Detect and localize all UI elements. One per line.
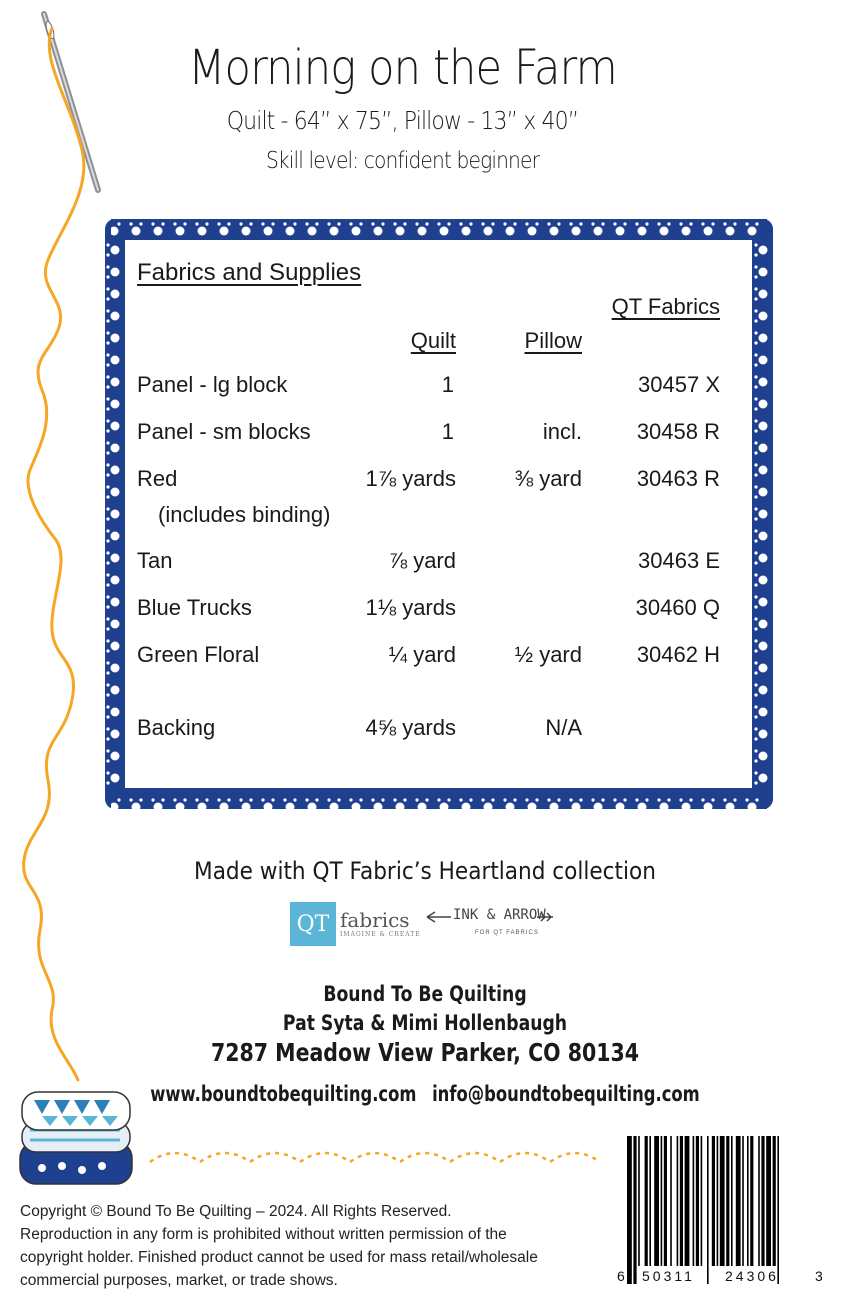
barcode-bar	[742, 1136, 744, 1266]
col-header-quilt: Quilt	[410, 328, 456, 353]
fabric-name: Green Floral	[137, 642, 260, 667]
fabric-quilt-qty: ¼ yard	[388, 642, 456, 667]
ink-arrow-sub: FOR QT FABRICS	[475, 930, 539, 936]
barcode-bar	[720, 1136, 725, 1266]
barcode-bar	[747, 1136, 749, 1266]
fabric-pillow-qty: ⅜ yard	[514, 466, 582, 491]
barcode-digits-right: 24306	[725, 1268, 779, 1284]
fabric-name: Backing	[137, 715, 216, 740]
copyright-line: Reproduction in any form is prohibited without written permission of the	[20, 1226, 507, 1243]
fabric-quilt-qty: 4⅝ yards	[365, 715, 456, 740]
fabric-quilt-qty: 1	[441, 372, 454, 397]
barcode-bar	[649, 1136, 651, 1266]
barcode-bar	[731, 1136, 733, 1266]
fabric-name: Red	[137, 466, 178, 491]
barcode-bar	[633, 1136, 636, 1284]
qt-word: fabrics	[340, 908, 410, 932]
copyright-notice	[20, 1200, 620, 1292]
barcode-bar	[685, 1136, 690, 1266]
fabric-code: 30460 Q	[635, 595, 720, 620]
barcode-bar	[777, 1136, 779, 1284]
barcode-bar	[677, 1136, 679, 1266]
fabric-quilt-qty: 1⅞ yards	[365, 466, 456, 491]
barcode-bar	[645, 1136, 648, 1266]
fabric-name: Panel - lg block	[137, 372, 288, 397]
barcode-bar	[680, 1136, 683, 1266]
barcode-bar	[773, 1136, 776, 1266]
fabric-name: Tan	[137, 548, 173, 573]
col-header-qt-fabrics: QT Fabrics	[611, 294, 720, 319]
thread-line	[24, 28, 84, 1080]
ink-arrow-word: INK & ARROW	[453, 907, 546, 923]
fabric-pillow-qty: N/A	[545, 715, 582, 740]
barcode-bar	[712, 1136, 715, 1266]
qt-mark: QT	[290, 902, 336, 946]
barcode-bar	[761, 1136, 764, 1266]
fabric-code: 30463 R	[636, 466, 720, 491]
barcode-bar	[707, 1136, 709, 1284]
barcode-bar	[701, 1136, 703, 1266]
collection-line: Made with QT Fabric’s Heartland collection	[194, 857, 656, 885]
fabric-code: 30462 H	[636, 642, 720, 667]
website-link[interactable]: www.boundtobequilting.com	[150, 1082, 417, 1106]
street-address: 7287 Meadow View Parker, CO 80134	[210, 1038, 640, 1067]
ink-and-arrow-logo	[425, 905, 555, 945]
barcode-bar	[627, 1136, 632, 1284]
copyright-line: copyright holder. Finished product cannot be used for mass retail/wholesale	[20, 1249, 538, 1266]
barcode-bar	[693, 1136, 695, 1266]
barcode-bar	[661, 1136, 663, 1266]
fabric-name: Panel - sm blocks	[137, 419, 311, 444]
fabric-quilt-qty: 1⅛ yards	[365, 595, 456, 620]
email-link[interactable]: info@boundtobequilting.com	[432, 1082, 700, 1106]
fabric-quilt-qty: ⅞ yard	[388, 548, 456, 573]
barcode-bar	[638, 1136, 640, 1266]
fabric-quilt-qty: 1	[441, 419, 454, 444]
barcode-bar	[654, 1136, 659, 1266]
barcode-digit: 6	[617, 1268, 625, 1284]
stitch-scallop-line	[150, 1153, 600, 1162]
barcode-bar	[664, 1136, 667, 1266]
barcode-bar	[726, 1136, 729, 1266]
fabric-pillow-qty: ½ yard	[514, 642, 582, 667]
company-name: Bound To Be Quilting	[323, 982, 527, 1006]
pattern-sizes: Quilt - 64” x 75”, Pillow - 13” x 40”	[226, 106, 579, 135]
barcode-bar	[766, 1136, 771, 1266]
fabric-name: Blue Trucks	[137, 595, 252, 620]
copyright-line: Copyright © Bound To Be Quilting – 2024. All Rights Reserved.	[20, 1203, 452, 1220]
fabric-code: 30463 E	[638, 548, 720, 573]
qt-fabrics-logo	[290, 902, 421, 946]
pattern-title: Morning on the Farm	[188, 40, 617, 96]
fabric-note: (includes binding)	[158, 502, 331, 527]
barcode-check-digit: 3	[815, 1268, 823, 1284]
designer-names: Pat Syta & Mimi Hollenbaugh	[282, 1011, 568, 1035]
barcode-bar	[758, 1136, 760, 1266]
barcode-bar	[670, 1136, 672, 1266]
fabric-code: 30458 R	[636, 419, 720, 444]
copyright-line: commercial purposes, market, or trade shows.	[20, 1272, 338, 1289]
col-header-pillow: Pillow	[524, 328, 582, 353]
fabric-pillow-qty: incl.	[542, 419, 582, 444]
barcode-bar	[717, 1136, 719, 1266]
barcode-digits-left: 50311	[642, 1268, 695, 1284]
barcode-bar	[750, 1136, 753, 1266]
fabrics-heading: Fabrics and Supplies	[137, 259, 362, 286]
fabric-code: 30457 X	[638, 372, 720, 397]
barcode-bar	[696, 1136, 699, 1266]
qt-tagline: IMAGINE & CREATE	[340, 931, 421, 938]
barcode-bar	[736, 1136, 741, 1266]
skill-level: Skill level: confident beginner	[265, 148, 540, 174]
